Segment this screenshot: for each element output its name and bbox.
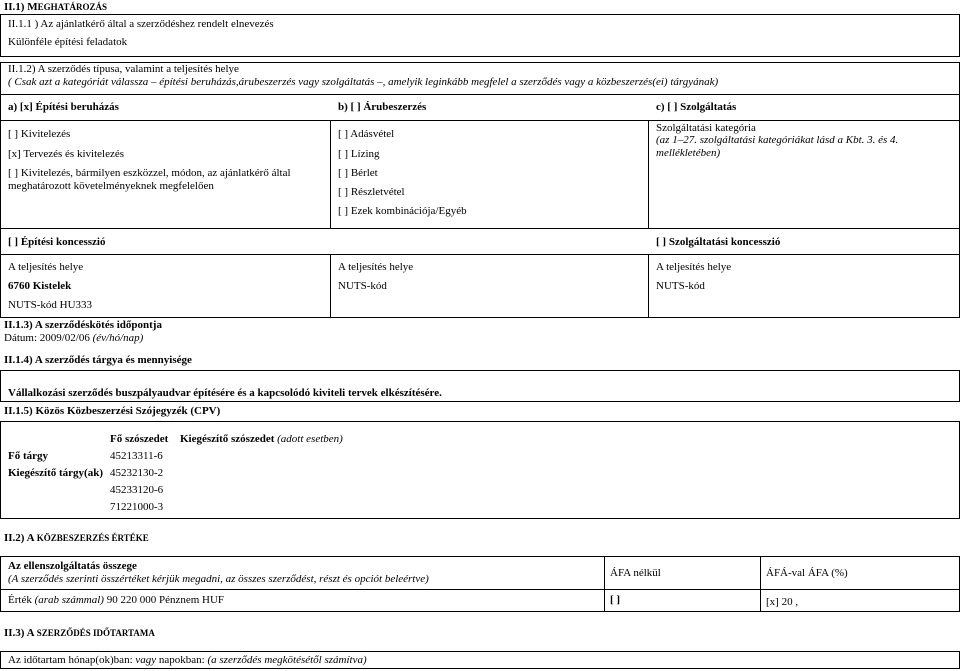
cpv-row-kieg: Kiegészítő tárgy(ak) — [8, 467, 103, 479]
col-b-head: b) [ ] Árubeszerzés — [338, 101, 427, 113]
heading-ii11: II.1.1 ) Az ajánlatkérő által a szerződéshez rendelt elnevezés — [8, 18, 274, 30]
note-ii12: ( Csak azt a kategóriát válassza – építési beruházás,árubeszerzés vagy szolgáltatás –, amelyik leginkább megfelel a szerződés vagy a közbeszerzés(ei) tárgyának) — [8, 76, 719, 88]
a-item-3: [ ] Kivitelezés, bármilyen eszközzel, módon, az ajánlatkérő által meghatározott követelményeknek megfelelően — [8, 167, 291, 192]
place-label-b: A teljesítés helye — [338, 261, 414, 273]
b-item-3: [ ] Bérlet — [338, 167, 378, 179]
date-ii13: Dátum: 2009/02/06 (év/hó/nap) — [4, 332, 144, 344]
heading-ii12: II.1.2) A szerződés típusa, valamint a teljesítés helye — [8, 63, 239, 75]
b-item-4: [ ] Részletvétel — [338, 186, 405, 198]
place-value-a: 6760 Kistelek — [8, 280, 72, 292]
a-item-2: [x] Tervezés és kivitelezés — [8, 148, 124, 160]
text-ii14: Vállalkozási szerződés buszpályaudvar építésére és a kapcsolódó kiviteli tervek elkészítésére. — [8, 387, 442, 399]
c-category-note: (az 1–27. szolgáltatási kategóriákat lásd a Kbt. 3. és 4. mellékletében) — [656, 134, 899, 159]
cpv-col-kieg: Kiegészítő szószedet (adott esetben) — [180, 433, 343, 445]
afa-val-label: ÁFÁ-val ÁFA (%) — [766, 567, 848, 579]
heading-ii15: II.1.5) Közös Közbeszerzési Szójegyzék (CPV) — [4, 405, 221, 417]
c-category: Szolgáltatási kategória — [656, 122, 756, 134]
ertek-box-head: Az ellenszolgáltatás összege — [8, 560, 137, 572]
place-label-a: A teljesítés helye — [8, 261, 84, 273]
afa-nelkul-check: [ ] — [610, 594, 621, 606]
a-item-1: [ ] Kivitelezés — [8, 128, 71, 140]
ertek-box-note: (A szerződés szerinti összértéket kérjük megadni, az összes szerződést, részt és opciót beleértve) — [8, 573, 429, 585]
nuts-a: NUTS-kód HU333 — [8, 299, 93, 311]
col-c-head: c) [ ] Szolgáltatás — [656, 101, 737, 113]
b-item-5: [ ] Ezek kombinációja/Egyéb — [338, 205, 467, 217]
nuts-c: NUTS-kód — [656, 280, 705, 292]
afa-val-check: [x] 20 , — [766, 596, 799, 608]
section-title-ii1: II.1) MEGHATÁROZÁS — [4, 1, 107, 13]
nuts-b: NUTS-kód — [338, 280, 387, 292]
col-a-head: a) [x] Építési beruházás — [8, 101, 119, 113]
cpv-kieg-code-2: 45233120-6 — [110, 484, 164, 496]
b-item-1: [ ] Adásvétel — [338, 128, 395, 140]
cpv-kieg-code-3: 71221000-3 — [110, 501, 164, 513]
cpv-row-fo: Fő tárgy — [8, 450, 49, 462]
szolg-koncesszio: [ ] Szolgáltatási koncesszió — [656, 236, 781, 248]
b-item-2: [ ] Lízing — [338, 148, 380, 160]
heading-ii13: II.1.3) A szerződéskötés időpontja — [4, 319, 162, 331]
heading-ii14: II.1.4) A szerződés tárgya és mennyisége — [4, 354, 192, 366]
section-title-ii2: II.2) A KÖZBESZERZÉS ÉRTÉKE — [4, 532, 149, 544]
section-title-ii3: II.3) A SZERZŐDÉS IDŐTARTAMA — [4, 627, 155, 639]
place-label-c: A teljesítés helye — [656, 261, 732, 273]
cpv-fo-code: 45213311-6 — [110, 450, 163, 462]
cpv-kieg-code-1: 45232130-2 — [110, 467, 164, 479]
idotartam-text: Az időtartam hónap(ok)ban: vagy napokban: (a szerződés megkötésétől számítva) — [8, 654, 367, 666]
epitesi-koncesszio: [ ] Építési koncesszió — [8, 236, 106, 248]
afa-nelkul-label: ÁFA nélkül — [610, 567, 661, 579]
cpv-col-fo: Fő szószedet — [110, 433, 169, 445]
value-ii11: Különféle építési feladatok — [8, 36, 128, 48]
ertek-value: Érték (arab számmal) 90 220 000 Pénznem HUF — [8, 594, 225, 606]
